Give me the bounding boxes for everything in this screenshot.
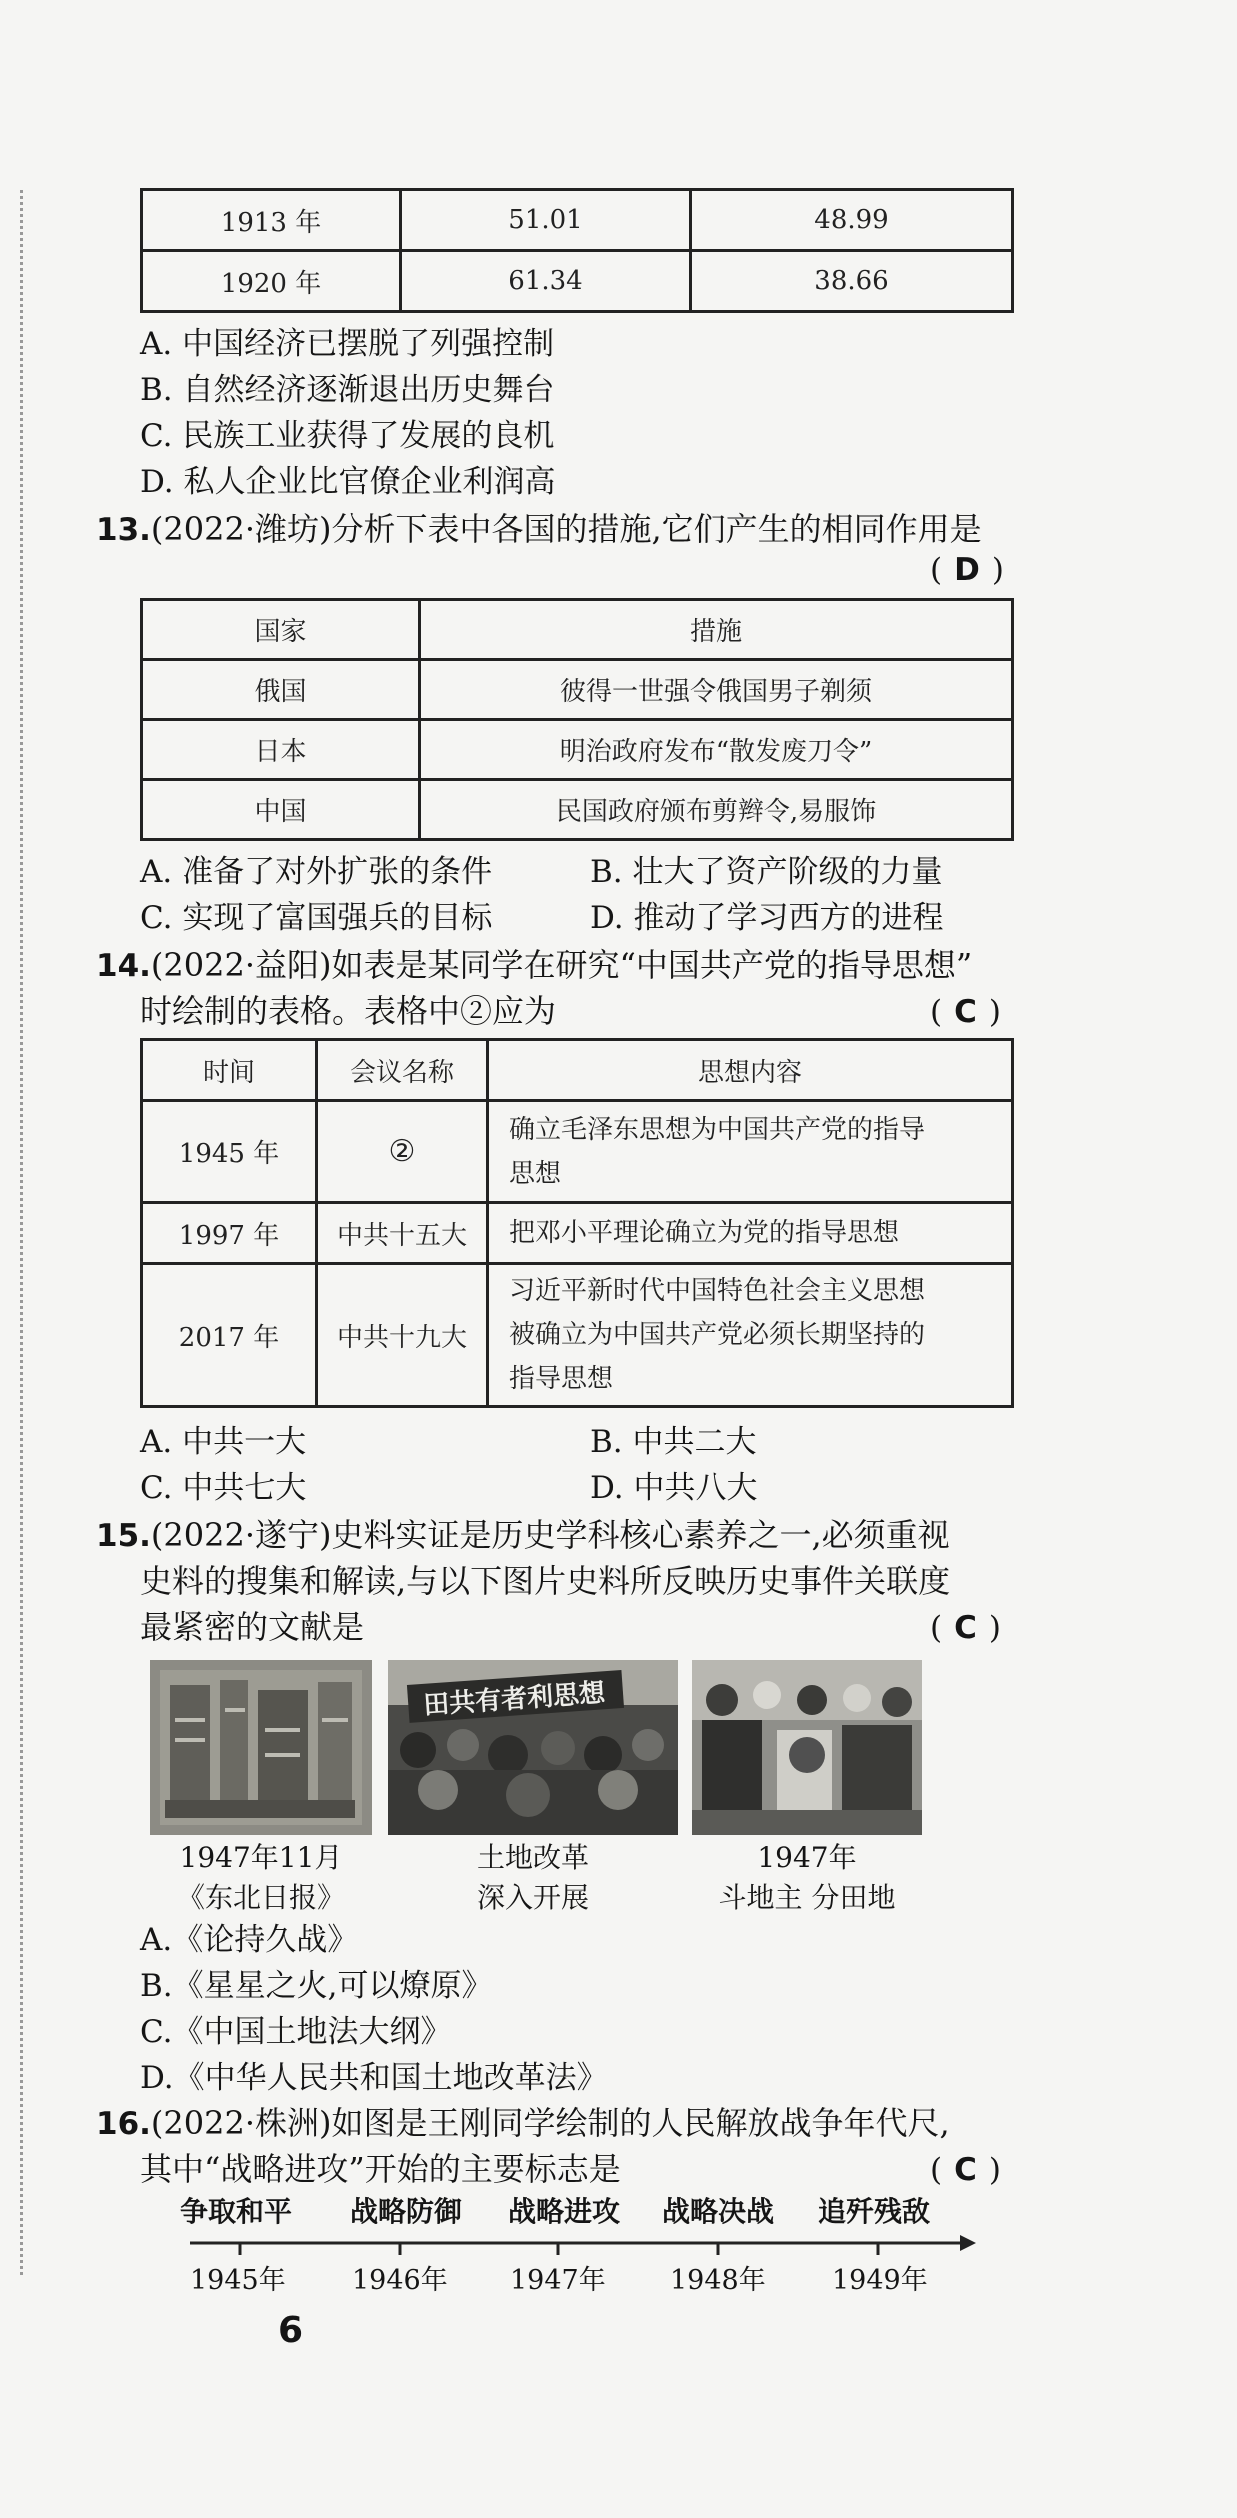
caption-line: 《东北日报》	[176, 1881, 345, 1914]
table-header-row	[142, 1040, 1013, 1101]
q14-option-d: D. 中共八大	[590, 1470, 758, 1506]
timeline-label-3: 战略进攻	[508, 2195, 621, 2228]
timeline-label-2: 战略防御	[350, 2195, 463, 2228]
caption-line: 1947年	[757, 1841, 857, 1874]
table-cell: 1913 年	[142, 190, 401, 251]
table-header-cell: 思想内容	[488, 1040, 1013, 1101]
timeline-label-1: 争取和平	[180, 2195, 293, 2228]
q12-option-a: A. 中国经济已摆脱了列强控制	[140, 326, 555, 362]
q16-stem-text: (2022·株洲)如图是王刚同学绘制的人民解放战争年代尺,	[150, 2104, 950, 2142]
table-cell: 中国	[142, 780, 420, 840]
caption-line: 土地改革	[476, 1841, 589, 1874]
page-number: 6	[278, 2310, 304, 2351]
timeline-axis	[150, 2228, 980, 2258]
timeline-label-4: 战略决战	[662, 2195, 775, 2228]
q13-option-b: B. 壮大了资产阶级的力量	[590, 854, 943, 890]
q15-answer: ( C )	[930, 1610, 1001, 1646]
meeting-image	[692, 1660, 922, 1835]
q13-table	[140, 598, 1014, 841]
q15-stem-line3: 最紧密的文献是	[140, 1608, 365, 1646]
margin-dotted-line	[20, 190, 23, 2275]
photo-banner-text: 田共有者利思想	[422, 1678, 607, 1721]
q15-option-b: B.《星星之火,可以燎原》	[140, 1968, 493, 2004]
table-cell	[488, 1264, 1013, 1407]
timeline-label-5: 追歼残敌	[818, 2195, 931, 2228]
photo-caption-2	[388, 1838, 678, 1918]
q13-option-d: D. 推动了学习西方的进程	[590, 900, 944, 936]
timeline-arrow-icon	[960, 2235, 976, 2251]
top-data-table	[140, 188, 1014, 313]
q16-stem-line2: 其中“战略进攻”开始的主要标志是	[140, 2150, 621, 2188]
table-cell: 日本	[142, 720, 420, 780]
q12-option-d: D. 私人企业比官僚企业利润高	[140, 464, 556, 500]
q15-stem-line2: 史料的搜集和解读,与以下图片史料所反映历史事件关联度	[140, 1562, 951, 1600]
table-cell: 48.99	[691, 190, 1013, 251]
table-cell	[488, 1203, 1013, 1264]
q15-option-d: D.《中华人民共和国土地改革法》	[140, 2060, 608, 2096]
table-cell: 俄国	[142, 660, 420, 720]
timeline-year-3: 1947年	[510, 2265, 606, 2296]
q16-answer: ( C )	[930, 2152, 1001, 2188]
q16-answer-letter: C	[954, 2152, 977, 2188]
table-cell: 民国政府颁布剪辫令,易服饰	[420, 780, 1013, 840]
table-cell: 明治政府发布“散发废刀令”	[420, 720, 1013, 780]
caption-line: 1947年11月	[179, 1841, 343, 1874]
table-cell: ②	[317, 1101, 488, 1203]
table-header-cell: 会议名称	[317, 1040, 488, 1101]
photo-caption-1	[150, 1838, 372, 1918]
q15-stem-text: (2022·遂宁)史料实证是历史学科核心素养之一,必须重视	[150, 1516, 950, 1554]
table-row	[142, 1203, 1013, 1264]
q13-stem	[96, 506, 982, 553]
crowd-image	[388, 1660, 678, 1835]
table-cell: 1945 年	[142, 1101, 317, 1203]
table-cell: 1997 年	[142, 1203, 317, 1264]
land-distribution-photo	[692, 1660, 922, 1835]
q15-stem-line1	[96, 1512, 950, 1559]
table-header-cell: 国家	[142, 600, 420, 660]
content-line: 被确立为中国共产党必须长期坚持的	[509, 1320, 926, 1350]
q13-answer-letter: D	[954, 552, 980, 588]
newspaper-photo	[150, 1660, 372, 1835]
table-cell: 2017 年	[142, 1264, 317, 1407]
table-cell: 51.01	[401, 190, 691, 251]
q13-number: 13.	[96, 512, 151, 548]
q14-stem-line1	[96, 942, 972, 989]
table-cell: 38.66	[691, 251, 1013, 312]
q14-option-b: B. 中共二大	[590, 1424, 757, 1460]
table-cell: 彼得一世强令俄国男子剃须	[420, 660, 1013, 720]
table-header-cell: 时间	[142, 1040, 317, 1101]
newspaper-image	[150, 1660, 372, 1835]
content-line: 思想	[509, 1158, 562, 1189]
q14-answer: ( C )	[930, 994, 1001, 1030]
timeline-year-5: 1949年	[832, 2265, 928, 2296]
table-cell: 1920 年	[142, 251, 401, 312]
q14-option-a: A. 中共一大	[140, 1424, 307, 1460]
caption-line: 斗地主 分田地	[718, 1881, 896, 1914]
q15-option-a: A.《论持久战》	[140, 1922, 359, 1958]
q14-number: 14.	[96, 948, 151, 984]
content-line: 指导思想	[509, 1364, 614, 1394]
q14-answer-letter: C	[954, 994, 977, 1030]
photo-caption-3	[692, 1838, 922, 1918]
table-row	[142, 251, 1013, 312]
table-row	[142, 720, 1013, 780]
q15-answer-letter: C	[954, 1610, 977, 1646]
timeline-year-1: 1945年	[190, 2265, 286, 2296]
table-row	[142, 1101, 1013, 1203]
table-cell: 中共十五大	[317, 1203, 488, 1264]
q15-number: 15.	[96, 1518, 151, 1554]
q13-option-a: A. 准备了对外扩张的条件	[140, 854, 493, 890]
q13-answer: ( D )	[930, 552, 1004, 588]
content-line: 把邓小平理论确立为党的指导思想	[509, 1218, 900, 1248]
land-reform-photo	[388, 1660, 678, 1835]
q14-stem-text: (2022·益阳)如表是某同学在研究“中国共产党的指导思想”	[150, 946, 973, 984]
caption-line: 深入开展	[476, 1881, 589, 1914]
timeline-year-4: 1948年	[670, 2265, 766, 2296]
table-row	[142, 780, 1013, 840]
q13-option-c: C. 实现了富国强兵的目标	[140, 900, 493, 936]
table-row	[142, 1264, 1013, 1407]
q12-option-b: B. 自然经济逐渐退出历史舞台	[140, 372, 555, 408]
table-header-row	[142, 600, 1013, 660]
q16-stem-line1	[96, 2100, 950, 2147]
q16-number: 16.	[96, 2106, 151, 2142]
q14-stem-line2: 时绘制的表格。表格中②应为	[140, 992, 557, 1030]
table-row	[142, 190, 1013, 251]
table-header-cell: 措施	[420, 600, 1013, 660]
table-row	[142, 660, 1013, 720]
q14-option-c: C. 中共七大	[140, 1470, 307, 1506]
table-cell: 61.34	[401, 251, 691, 312]
q14-table	[140, 1038, 1014, 1408]
timeline-year-2: 1946年	[352, 2265, 448, 2296]
content-line: 确立毛泽东思想为中国共产党的指导	[509, 1114, 926, 1145]
q15-option-c: C.《中国土地法大纲》	[140, 2014, 452, 2050]
table-cell: 中共十九大	[317, 1264, 488, 1407]
content-line: 习近平新时代中国特色社会主义思想	[509, 1276, 926, 1306]
q13-stem-text: (2022·潍坊)分析下表中各国的措施,它们产生的相同作用是	[150, 510, 982, 548]
table-cell	[488, 1101, 1013, 1203]
q12-option-c: C. 民族工业获得了发展的良机	[140, 418, 555, 454]
